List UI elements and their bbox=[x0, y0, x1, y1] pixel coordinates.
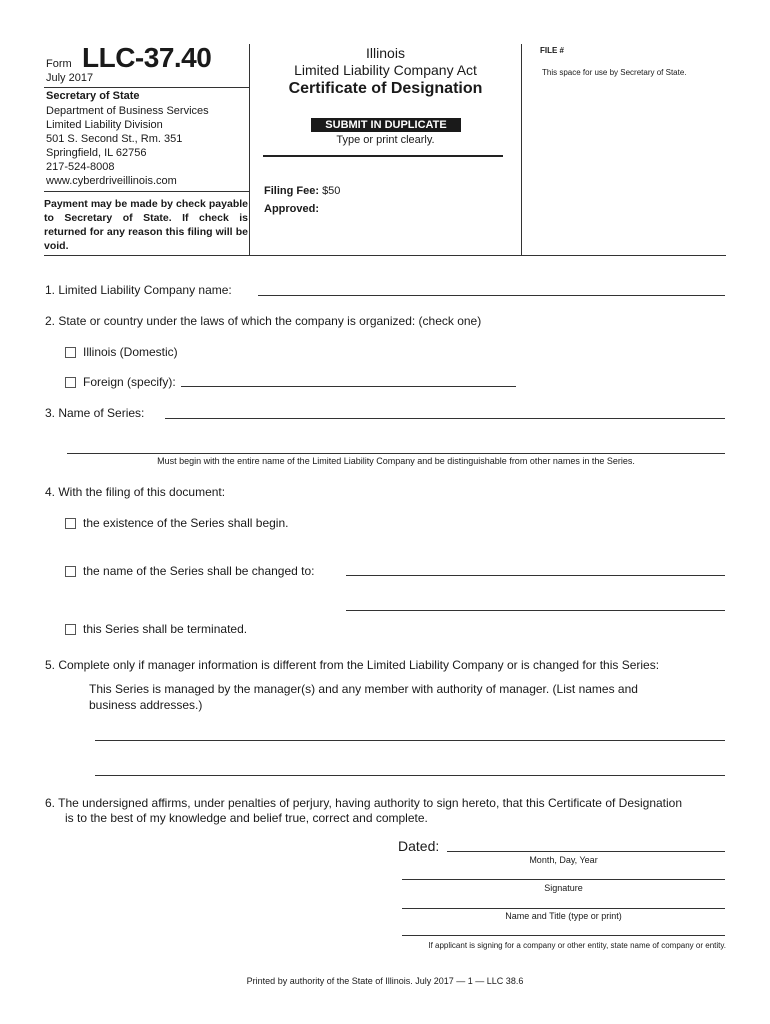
new-series-name-field-line-2[interactable] bbox=[346, 610, 725, 611]
new-series-name-field[interactable] bbox=[346, 575, 725, 576]
item-5-text-line-1: This Series is managed by the manager(s) and any member with authority of manager. (List names and bbox=[89, 682, 638, 696]
signature-caption: Signature bbox=[544, 883, 583, 893]
office-line: 217-524-8008 bbox=[46, 161, 115, 173]
form-number-rule bbox=[44, 87, 249, 88]
file-space-note: This space for use by Secretary of State. bbox=[542, 68, 687, 77]
signature-field[interactable] bbox=[402, 879, 725, 880]
submit-badge: SUBMIT IN DUPLICATE bbox=[311, 118, 461, 132]
approved-label: Approved: bbox=[264, 203, 319, 215]
payment-note: Payment may be made by check payable to Secretary of State. If check is returned for any reason this filing will be void. bbox=[44, 198, 248, 252]
item-6-text-line-1: 6. The undersigned affirms, under penalties of perjury, having authority to sign hereto, that this Certificate of Designation bbox=[45, 796, 683, 810]
manager-info-field-line-1[interactable] bbox=[95, 740, 725, 741]
filing-fee-value: $50 bbox=[322, 185, 341, 197]
item-6-text-line-2: is to the best of my knowledge and belief true, correct and complete. bbox=[65, 811, 428, 825]
type-print-note: Type or print clearly. bbox=[336, 134, 435, 146]
form-number: LLC-37.40 bbox=[82, 42, 212, 73]
series-terminate-label: this Series shall be terminated. bbox=[83, 622, 248, 636]
series-begin-checkbox[interactable] bbox=[65, 518, 76, 529]
item-5-label: 5. Complete only if manager information is different from the Limited Liability Company or is changed for this Series: bbox=[45, 658, 660, 672]
foreign-specify-field[interactable] bbox=[181, 386, 516, 387]
name-title-caption: Name and Title (type or print) bbox=[505, 911, 622, 921]
office-line: Department of Business Services bbox=[46, 105, 209, 117]
item-1-label: 1. Limited Liability Company name: bbox=[45, 283, 232, 297]
series-terminate-checkbox[interactable] bbox=[65, 624, 76, 635]
series-rename-checkbox[interactable] bbox=[65, 566, 76, 577]
office-website: www.cyberdriveillinois.com bbox=[46, 175, 177, 187]
center-rule bbox=[263, 155, 503, 157]
foreign-label: Foreign (specify): bbox=[83, 375, 176, 389]
footer-text: Printed by authority of the State of Illinois. July 2017 — 1 — LLC 38.6 bbox=[246, 976, 524, 986]
filing-fee bbox=[264, 185, 340, 197]
act-name: Limited Liability Company Act bbox=[294, 62, 477, 78]
item-4-label: 4. With the filing of this document: bbox=[45, 485, 226, 499]
header-divider-right bbox=[521, 44, 522, 255]
applicant-note: If applicant is signing for a company or other entity, state name of company or entity. bbox=[428, 941, 726, 950]
dated-label: Dated: bbox=[398, 838, 440, 854]
illinois-domestic-label: Illinois (Domestic) bbox=[83, 345, 178, 359]
company-name-field[interactable] bbox=[258, 295, 725, 296]
date-field[interactable] bbox=[447, 851, 725, 852]
item-5-text-line-2: business addresses.) bbox=[89, 698, 203, 712]
state-name: Illinois bbox=[366, 45, 405, 61]
series-name-field-line-2[interactable] bbox=[67, 453, 725, 454]
item-2-label: 2. State or country under the laws of which the company is organized: (check one) bbox=[45, 314, 482, 328]
name-title-field[interactable] bbox=[402, 908, 725, 909]
header-bottom-rule bbox=[44, 255, 726, 256]
form-date: July 2017 bbox=[46, 72, 94, 84]
series-rename-label: the name of the Series shall be changed to: bbox=[83, 564, 315, 578]
office-title: Secretary of State bbox=[46, 90, 140, 102]
series-name-field[interactable] bbox=[165, 418, 725, 419]
office-line: Limited Liability Division bbox=[46, 119, 163, 131]
office-address bbox=[46, 104, 209, 188]
office-line: 501 S. Second St., Rm. 351 bbox=[46, 133, 183, 145]
payment-note-rule bbox=[44, 191, 249, 192]
illinois-domestic-checkbox[interactable] bbox=[65, 347, 76, 358]
office-line: Springfield, IL 62756 bbox=[46, 147, 147, 159]
manager-info-field-line-2[interactable] bbox=[95, 775, 725, 776]
filing-fee-label: Filing Fee: bbox=[264, 185, 319, 197]
item-3-label: 3. Name of Series: bbox=[45, 406, 145, 420]
foreign-checkbox[interactable] bbox=[65, 377, 76, 388]
form-prefix: Form bbox=[46, 58, 72, 70]
file-number-label: FILE # bbox=[540, 46, 565, 55]
entity-name-field[interactable] bbox=[402, 935, 725, 936]
series-begin-label: the existence of the Series shall begin. bbox=[83, 516, 289, 530]
document-title: Certificate of Designation bbox=[288, 80, 483, 97]
series-name-note: Must begin with the entire name of the Limited Liability Company and be distinguishable from other names in the Series. bbox=[157, 456, 635, 466]
date-caption: Month, Day, Year bbox=[529, 855, 598, 865]
